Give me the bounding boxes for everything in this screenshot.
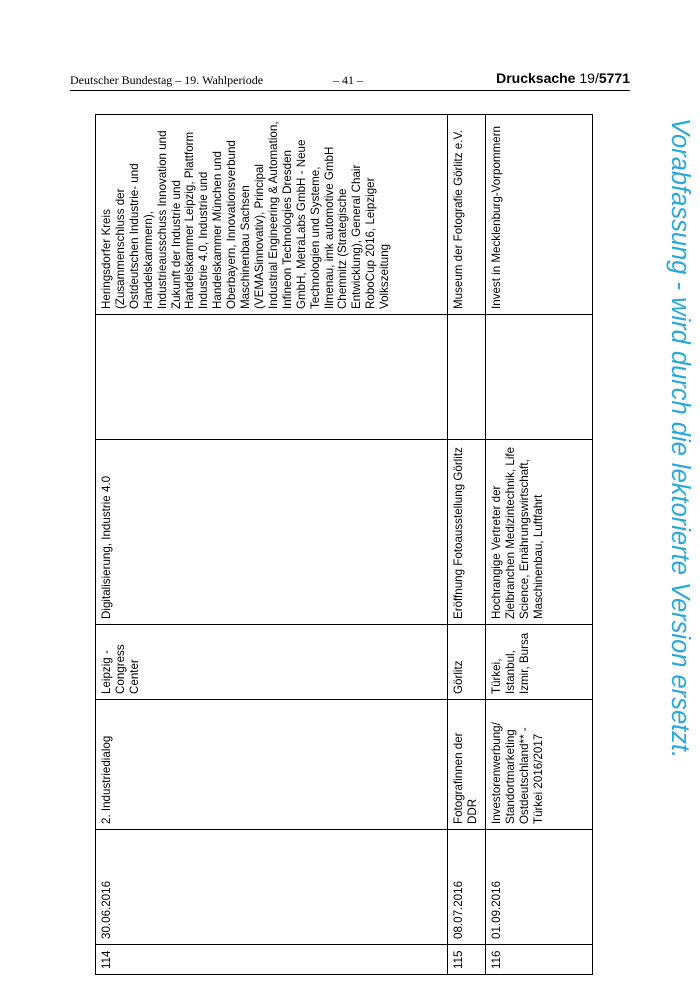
row-topic: Digitalisierung, Industrie 4.0 — [96, 440, 448, 625]
row-number: 115 — [448, 945, 486, 975]
row-date: 30.06.2016 — [96, 830, 448, 945]
row-topic: Eröffnung Fotoausstellung Görlitz — [448, 440, 486, 625]
row-date: 08.07.2016 — [448, 830, 486, 945]
row-empty-cell — [448, 315, 486, 440]
row-place: Türkei, Istanbul, Izmir, Bursa — [486, 625, 593, 700]
row-number: 116 — [486, 945, 593, 975]
row-number: 114 — [96, 945, 448, 975]
header-rule — [70, 90, 630, 91]
row-participants: Heringsdorfer Kreis (Zusammenschluss der Ostdeutschen Industrie- und Handelskammern), Industrieausschuss Innovation und Zukunft der Industrie und Handelskammer Leipzig, Plattform Industrie 4.0, Industrie und Handelskammer München und Oberbayern, Innovationsverbund Maschinenbau Sachsen (VEMASinnovativ), Principal Industrial Engineering & Automation, Infineon Technologies Dresden GmbH, MetraLabs GmbH - Neue Technologien und Systeme, Ilmenau, imk automotive GmbH Chemnitz (Strategische Entwicklung), General Chair RoboCup 2016, Leipziger Volkszeitung — [96, 115, 448, 315]
row-event: 2. Industriedialog — [96, 700, 448, 830]
table-row — [486, 115, 593, 975]
document-label: Drucksache — [496, 70, 576, 86]
header-publication: Deutscher Bundestag – 19. Wahlperiode — [70, 73, 264, 87]
table-row — [96, 115, 448, 975]
table-row — [448, 115, 486, 975]
row-place: Görlitz — [448, 625, 486, 700]
document-number-prefix: 19/ — [579, 70, 599, 86]
row-empty-cell — [486, 315, 593, 440]
row-participants: Museum der Fotografie Görlitz e.V. — [448, 115, 486, 315]
row-place: Leipzig - Congress Center — [96, 625, 448, 700]
document-number — [496, 70, 630, 86]
draft-watermark: Vorabfassung - wird durch die lektorierte Version ersetzt. — [666, 118, 694, 759]
row-event: Fotografinnen der DDR — [448, 700, 486, 830]
row-event: Investorenwerbung/ Standortmarketing Ostdeutschland** - Türkei 2016/2017 — [486, 700, 593, 830]
row-date: 01.09.2016 — [486, 830, 593, 945]
document-number-value: 5771 — [598, 70, 630, 86]
events-table — [95, 114, 593, 975]
row-topic: Hochrangige Vertreter der Zielbranchen Medizintechnik, Life Science, Ernährungswirtschaft, Maschinenbau, Luftfahrt — [486, 440, 593, 625]
row-empty-cell — [96, 315, 448, 440]
page-number: – 41 – — [333, 73, 363, 87]
row-participants: Invest in Mecklenburg-Vorpommern — [486, 115, 593, 315]
